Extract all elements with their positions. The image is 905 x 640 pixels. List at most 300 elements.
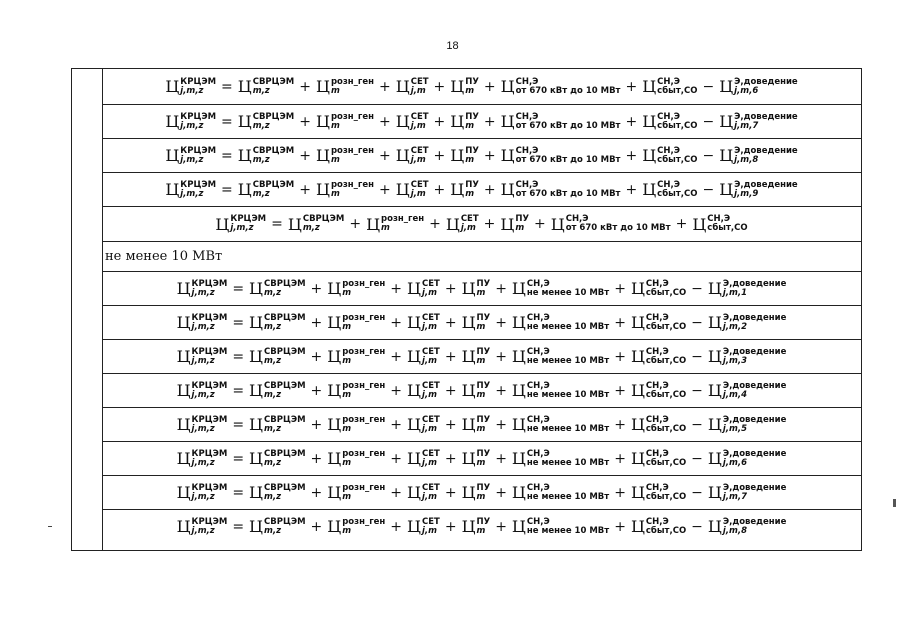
operator: + xyxy=(444,416,457,433)
subscript: m,z xyxy=(302,223,320,233)
symbol-base: Ц xyxy=(237,77,252,96)
symbol-base: Ц xyxy=(461,279,476,298)
operator: + xyxy=(310,382,323,399)
symbol-base: Ц xyxy=(450,146,465,165)
operator: + xyxy=(390,518,403,535)
price-symbol xyxy=(407,483,440,502)
subscript: j,m xyxy=(410,154,426,165)
operator: = xyxy=(221,113,233,130)
symbol-base: Ц xyxy=(315,112,330,131)
symbol-base: Ц xyxy=(630,381,645,400)
price-symbol xyxy=(327,279,385,298)
subscript: j,m,7 xyxy=(734,120,759,131)
superscript: розн_ген xyxy=(330,76,375,87)
operator: + xyxy=(483,216,496,232)
superscript: СЕТ xyxy=(410,76,429,87)
formula-row xyxy=(102,172,861,206)
operator: + xyxy=(310,484,323,501)
price-symbol xyxy=(316,112,374,131)
superscript: СН,Э xyxy=(645,516,669,527)
operator: = xyxy=(221,78,233,95)
price-symbol xyxy=(249,449,305,468)
operator: − xyxy=(691,416,703,433)
superscript: СВРЦЭМ xyxy=(264,448,306,459)
subscript: не менее 10 МВт xyxy=(526,389,610,400)
operator: − xyxy=(691,518,703,535)
symbol-base: Ц xyxy=(327,347,342,366)
price-symbol xyxy=(177,313,228,332)
superscript: ПУ xyxy=(476,414,491,425)
price-symbol xyxy=(165,180,216,199)
symbol-base: Ц xyxy=(719,77,734,96)
symbol-base: Ц xyxy=(249,517,263,536)
symbol-base: Ц xyxy=(707,381,722,400)
subscript: не менее 10 МВт xyxy=(526,491,610,502)
superscript: розн_ген xyxy=(381,214,425,224)
subscript: от 670 кВт до 10 МВт xyxy=(515,85,621,96)
superscript: КРЦЭМ xyxy=(180,179,217,190)
symbol-base: Ц xyxy=(707,517,722,536)
subscript: j,m,3 xyxy=(722,355,748,366)
symbol-base: Ц xyxy=(407,517,421,536)
subscript: j,m,6 xyxy=(734,85,759,96)
operator: = xyxy=(232,280,245,297)
operator: + xyxy=(379,78,391,95)
subscript: m xyxy=(476,321,486,332)
formula xyxy=(177,449,787,468)
subscript: сбыт,СО xyxy=(657,154,698,165)
superscript: ПУ xyxy=(515,214,530,224)
superscript: КРЦЭМ xyxy=(191,482,228,493)
operator: = xyxy=(232,314,245,331)
symbol-base: Ц xyxy=(407,279,421,298)
operator: + xyxy=(625,113,638,130)
operator: + xyxy=(310,280,323,297)
price-symbol xyxy=(165,112,216,131)
superscript: СН,Э xyxy=(657,76,680,87)
superscript: ПУ xyxy=(476,346,491,357)
subscript: m xyxy=(330,85,340,96)
subscript: сбыт,СО xyxy=(645,457,687,468)
subscript: j,m,2 xyxy=(722,321,748,332)
symbol-base: Ц xyxy=(327,517,342,536)
subscript: m xyxy=(476,457,486,468)
price-symbol xyxy=(642,77,697,96)
price-symbol xyxy=(327,517,385,536)
operator: = xyxy=(232,416,245,433)
symbol-base: Ц xyxy=(176,449,191,468)
superscript: розн_ген xyxy=(342,278,386,289)
symbol-base: Ц xyxy=(165,77,180,96)
symbol-base: Ц xyxy=(327,313,342,332)
subscript: не менее 10 МВт xyxy=(526,321,610,332)
symbol-base: Ц xyxy=(511,517,526,536)
subscript: не менее 10 МВт xyxy=(526,457,610,468)
operator: + xyxy=(349,216,362,232)
superscript: СН,Э xyxy=(707,214,731,224)
superscript: КРЦЭМ xyxy=(191,448,228,459)
formula-row xyxy=(102,441,861,475)
operator: = xyxy=(221,181,233,198)
symbol-base: Ц xyxy=(461,381,476,400)
price-symbol xyxy=(719,77,798,96)
symbol-base: Ц xyxy=(500,180,515,199)
price-symbol xyxy=(450,77,479,96)
subscript: не менее 10 МВт xyxy=(526,525,610,536)
operator: + xyxy=(444,382,457,399)
price-symbol xyxy=(462,313,491,332)
operator: + xyxy=(299,113,311,130)
symbol-base: Ц xyxy=(450,77,465,96)
subscript: от 670 кВт до 10 МВт xyxy=(515,188,621,199)
superscript: Э,доведение xyxy=(734,111,798,122)
operator: + xyxy=(310,348,323,365)
superscript: СВРЦЭМ xyxy=(264,516,306,527)
superscript: ПУ xyxy=(476,380,491,391)
superscript: СВРЦЭМ xyxy=(264,346,306,357)
formula-row xyxy=(102,373,861,407)
subscript: от 670 кВт до 10 МВт xyxy=(515,120,621,131)
superscript: КРЦЭМ xyxy=(180,145,217,156)
superscript: СН,Э xyxy=(526,516,550,527)
subscript: сбыт,СО xyxy=(645,321,687,332)
price-symbol xyxy=(327,415,385,434)
superscript: КРЦЭМ xyxy=(230,214,267,224)
superscript: СН,Э xyxy=(565,214,589,224)
formula xyxy=(215,215,747,234)
operator: + xyxy=(444,314,457,331)
price-symbol xyxy=(177,483,228,502)
price-symbol xyxy=(708,381,787,400)
symbol-base: Ц xyxy=(630,415,645,434)
superscript: СН,Э xyxy=(645,448,669,459)
formula-table xyxy=(71,68,862,551)
price-symbol xyxy=(407,517,440,536)
price-symbol xyxy=(396,112,429,131)
subscript: j,m,7 xyxy=(722,491,748,502)
subscript: сбыт,СО xyxy=(657,188,698,199)
superscript: СВРЦЭМ xyxy=(264,278,306,289)
subscript: m xyxy=(342,491,352,502)
subscript: сбыт,СО xyxy=(707,223,748,233)
operator: + xyxy=(614,484,626,501)
symbol-base: Ц xyxy=(461,517,476,536)
subscript: m xyxy=(476,389,486,400)
subscript: j,m,z xyxy=(180,154,204,165)
superscript: СН,Э xyxy=(526,448,550,459)
superscript: розн_ген xyxy=(330,111,375,122)
operator: + xyxy=(433,78,446,95)
subscript: j,m,z xyxy=(191,355,215,366)
symbol-base: Ц xyxy=(249,381,263,400)
subscript: не менее 10 МВт xyxy=(526,355,610,366)
subscript: m,z xyxy=(252,120,270,131)
superscript: СН,Э xyxy=(515,179,539,190)
price-symbol xyxy=(462,415,491,434)
section-heading xyxy=(102,241,861,271)
symbol-base: Ц xyxy=(176,483,191,502)
superscript: СН,Э xyxy=(526,312,550,323)
price-symbol xyxy=(407,415,440,434)
price-symbol xyxy=(719,180,798,199)
superscript: ПУ xyxy=(465,76,479,87)
price-symbol xyxy=(512,415,609,434)
operator: + xyxy=(614,450,626,467)
price-symbol xyxy=(512,517,609,536)
price-symbol xyxy=(462,449,491,468)
symbol-base: Ц xyxy=(165,146,180,165)
superscript: СН,Э xyxy=(526,482,550,493)
superscript: СЕТ xyxy=(410,111,429,122)
symbol-base: Ц xyxy=(327,483,342,502)
symbol-base: Ц xyxy=(165,112,180,131)
subscript: m xyxy=(465,154,475,165)
formula-row xyxy=(102,104,861,138)
price-symbol xyxy=(177,347,228,366)
superscript: КРЦЭМ xyxy=(191,380,228,391)
symbol-base: Ц xyxy=(511,381,526,400)
price-symbol xyxy=(501,180,621,199)
price-symbol xyxy=(450,180,479,199)
price-symbol xyxy=(177,381,228,400)
subscript: m xyxy=(342,389,352,400)
subscript: не менее 10 МВт xyxy=(526,423,610,434)
superscript: СН,Э xyxy=(645,312,669,323)
superscript: розн_ген xyxy=(342,448,386,459)
price-symbol xyxy=(642,112,697,131)
subscript: m,z xyxy=(264,287,282,298)
price-symbol xyxy=(708,517,787,536)
symbol-base: Ц xyxy=(249,449,263,468)
price-symbol xyxy=(327,313,385,332)
formula xyxy=(177,517,787,536)
price-symbol xyxy=(708,313,787,332)
symbol-base: Ц xyxy=(642,146,657,165)
price-symbol xyxy=(177,279,228,298)
subscript: j,m,8 xyxy=(722,525,748,536)
subscript: j,m,z xyxy=(191,321,215,332)
superscript: КРЦЭМ xyxy=(191,346,228,357)
operator: + xyxy=(390,280,403,297)
operator: + xyxy=(483,147,496,164)
price-symbol xyxy=(501,77,621,96)
superscript: СЕТ xyxy=(421,346,440,357)
superscript: СН,Э xyxy=(645,346,669,357)
operator: + xyxy=(433,181,446,198)
superscript: розн_ген xyxy=(330,145,375,156)
formula-row xyxy=(102,271,861,305)
subscript: m xyxy=(330,188,340,199)
operator: + xyxy=(614,382,626,399)
subscript: j,m,z xyxy=(191,389,215,400)
superscript: СВРЦЭМ xyxy=(252,145,295,156)
symbol-base: Ц xyxy=(327,381,342,400)
subscript: j,m xyxy=(410,85,426,96)
superscript: СЕТ xyxy=(410,145,429,156)
symbol-base: Ц xyxy=(642,180,657,199)
operator: = xyxy=(221,147,233,164)
subscript: j,m,z xyxy=(191,491,215,502)
subscript: от 670 кВт до 10 МВт xyxy=(515,154,621,165)
operator: + xyxy=(310,450,323,467)
superscript: СН,Э xyxy=(645,278,669,289)
subscript: j,m,6 xyxy=(722,457,748,468)
price-symbol xyxy=(708,483,787,502)
superscript: СН,Э xyxy=(645,482,669,493)
symbol-base: Ц xyxy=(315,146,330,165)
subscript: j,m,z xyxy=(191,457,215,468)
superscript: Э,доведение xyxy=(722,312,787,323)
operator: + xyxy=(444,450,457,467)
formula-row xyxy=(102,475,861,509)
subscript: m xyxy=(342,423,352,434)
operator: − xyxy=(702,181,715,198)
superscript: розн_ген xyxy=(342,482,386,493)
section-label: не менее 10 МВт xyxy=(105,249,223,264)
price-symbol xyxy=(462,381,491,400)
symbol-base: Ц xyxy=(707,313,722,332)
superscript: Э,доведение xyxy=(734,76,798,87)
superscript: СН,Э xyxy=(645,414,669,425)
subscript: m,z xyxy=(264,457,282,468)
superscript: Э,доведение xyxy=(722,278,787,289)
symbol-base: Ц xyxy=(707,449,722,468)
operator: − xyxy=(691,314,703,331)
subscript: j,m xyxy=(460,223,476,233)
price-symbol xyxy=(366,215,424,234)
operator: + xyxy=(483,113,496,130)
superscript: СЕТ xyxy=(421,414,440,425)
price-symbol xyxy=(249,279,305,298)
operator: + xyxy=(614,518,626,535)
symbol-base: Ц xyxy=(692,214,707,234)
symbol-base: Ц xyxy=(249,483,263,502)
symbol-base: Ц xyxy=(249,279,263,298)
symbol-base: Ц xyxy=(630,347,645,366)
symbol-base: Ц xyxy=(630,483,645,502)
symbol-base: Ц xyxy=(327,449,342,468)
price-symbol xyxy=(512,279,609,298)
operator: = xyxy=(232,518,245,535)
operator: = xyxy=(232,382,245,399)
symbol-base: Ц xyxy=(176,313,191,332)
subscript: m,z xyxy=(252,85,270,96)
operator: − xyxy=(702,147,715,164)
symbol-base: Ц xyxy=(707,279,722,298)
subscript: m,z xyxy=(264,321,282,332)
superscript: СВРЦЭМ xyxy=(264,380,306,391)
operator: + xyxy=(534,216,546,232)
price-symbol xyxy=(327,449,385,468)
operator: + xyxy=(625,147,638,164)
subscript: m xyxy=(342,321,352,332)
subscript: m xyxy=(330,154,340,165)
price-symbol xyxy=(642,180,697,199)
price-symbol xyxy=(631,313,686,332)
symbol-base: Ц xyxy=(450,180,465,199)
price-symbol xyxy=(407,279,440,298)
symbol-base: Ц xyxy=(327,279,342,298)
symbol-base: Ц xyxy=(407,483,421,502)
symbol-base: Ц xyxy=(630,313,645,332)
price-symbol xyxy=(462,517,491,536)
price-symbol xyxy=(316,77,374,96)
superscript: Э,доведение xyxy=(722,380,787,391)
symbol-base: Ц xyxy=(550,214,565,234)
operator: − xyxy=(691,382,703,399)
price-symbol xyxy=(407,381,440,400)
subscript: j,m,z xyxy=(230,223,254,233)
symbol-base: Ц xyxy=(287,214,302,234)
operator: − xyxy=(702,78,715,95)
operator: + xyxy=(495,484,507,501)
operator: = xyxy=(232,450,245,467)
subscript: m,z xyxy=(252,188,270,199)
operator: = xyxy=(232,348,245,365)
subscript: j,m xyxy=(421,321,437,332)
operator: + xyxy=(495,450,507,467)
price-symbol xyxy=(177,415,228,434)
price-symbol xyxy=(501,146,621,165)
formula-row xyxy=(102,138,861,172)
superscript: ПУ xyxy=(476,448,491,459)
subscript: сбыт,СО xyxy=(645,287,687,298)
price-symbol xyxy=(249,517,305,536)
formula xyxy=(177,313,787,332)
symbol-base: Ц xyxy=(407,381,421,400)
formula-row xyxy=(102,69,861,104)
symbol-base: Ц xyxy=(450,112,465,131)
price-symbol xyxy=(462,483,491,502)
subscript: сбыт,СО xyxy=(645,423,687,434)
formula xyxy=(177,279,787,298)
superscript: КРЦЭМ xyxy=(191,414,228,425)
price-symbol xyxy=(249,483,305,502)
price-symbol xyxy=(631,483,686,502)
subscript: от 670 кВт до 10 МВт xyxy=(565,223,671,233)
subscript: j,m xyxy=(410,188,426,199)
superscript: Э,доведение xyxy=(722,516,787,527)
price-symbol xyxy=(238,146,294,165)
superscript: ПУ xyxy=(476,516,491,527)
symbol-base: Ц xyxy=(445,214,460,234)
price-symbol xyxy=(316,146,374,165)
operator: + xyxy=(614,314,626,331)
operator: − xyxy=(691,450,703,467)
operator: + xyxy=(433,113,446,130)
subscript: j,m xyxy=(421,525,437,536)
subscript: j,m xyxy=(421,389,437,400)
price-symbol xyxy=(500,215,529,234)
price-symbol xyxy=(238,112,294,131)
superscript: СН,Э xyxy=(526,414,550,425)
superscript: ПУ xyxy=(465,179,479,190)
operator: + xyxy=(429,216,441,232)
symbol-base: Ц xyxy=(630,449,645,468)
symbol-base: Ц xyxy=(407,313,421,332)
subscript: m xyxy=(476,355,486,366)
price-symbol xyxy=(512,483,609,502)
superscript: СЕТ xyxy=(421,516,440,527)
operator: + xyxy=(495,348,507,365)
superscript: ПУ xyxy=(465,145,479,156)
subscript: m xyxy=(476,287,486,298)
superscript: КРЦЭМ xyxy=(191,312,228,323)
operator: + xyxy=(483,181,496,198)
superscript: ПУ xyxy=(465,111,479,122)
subscript: m xyxy=(342,525,352,536)
superscript: розн_ген xyxy=(342,380,386,391)
